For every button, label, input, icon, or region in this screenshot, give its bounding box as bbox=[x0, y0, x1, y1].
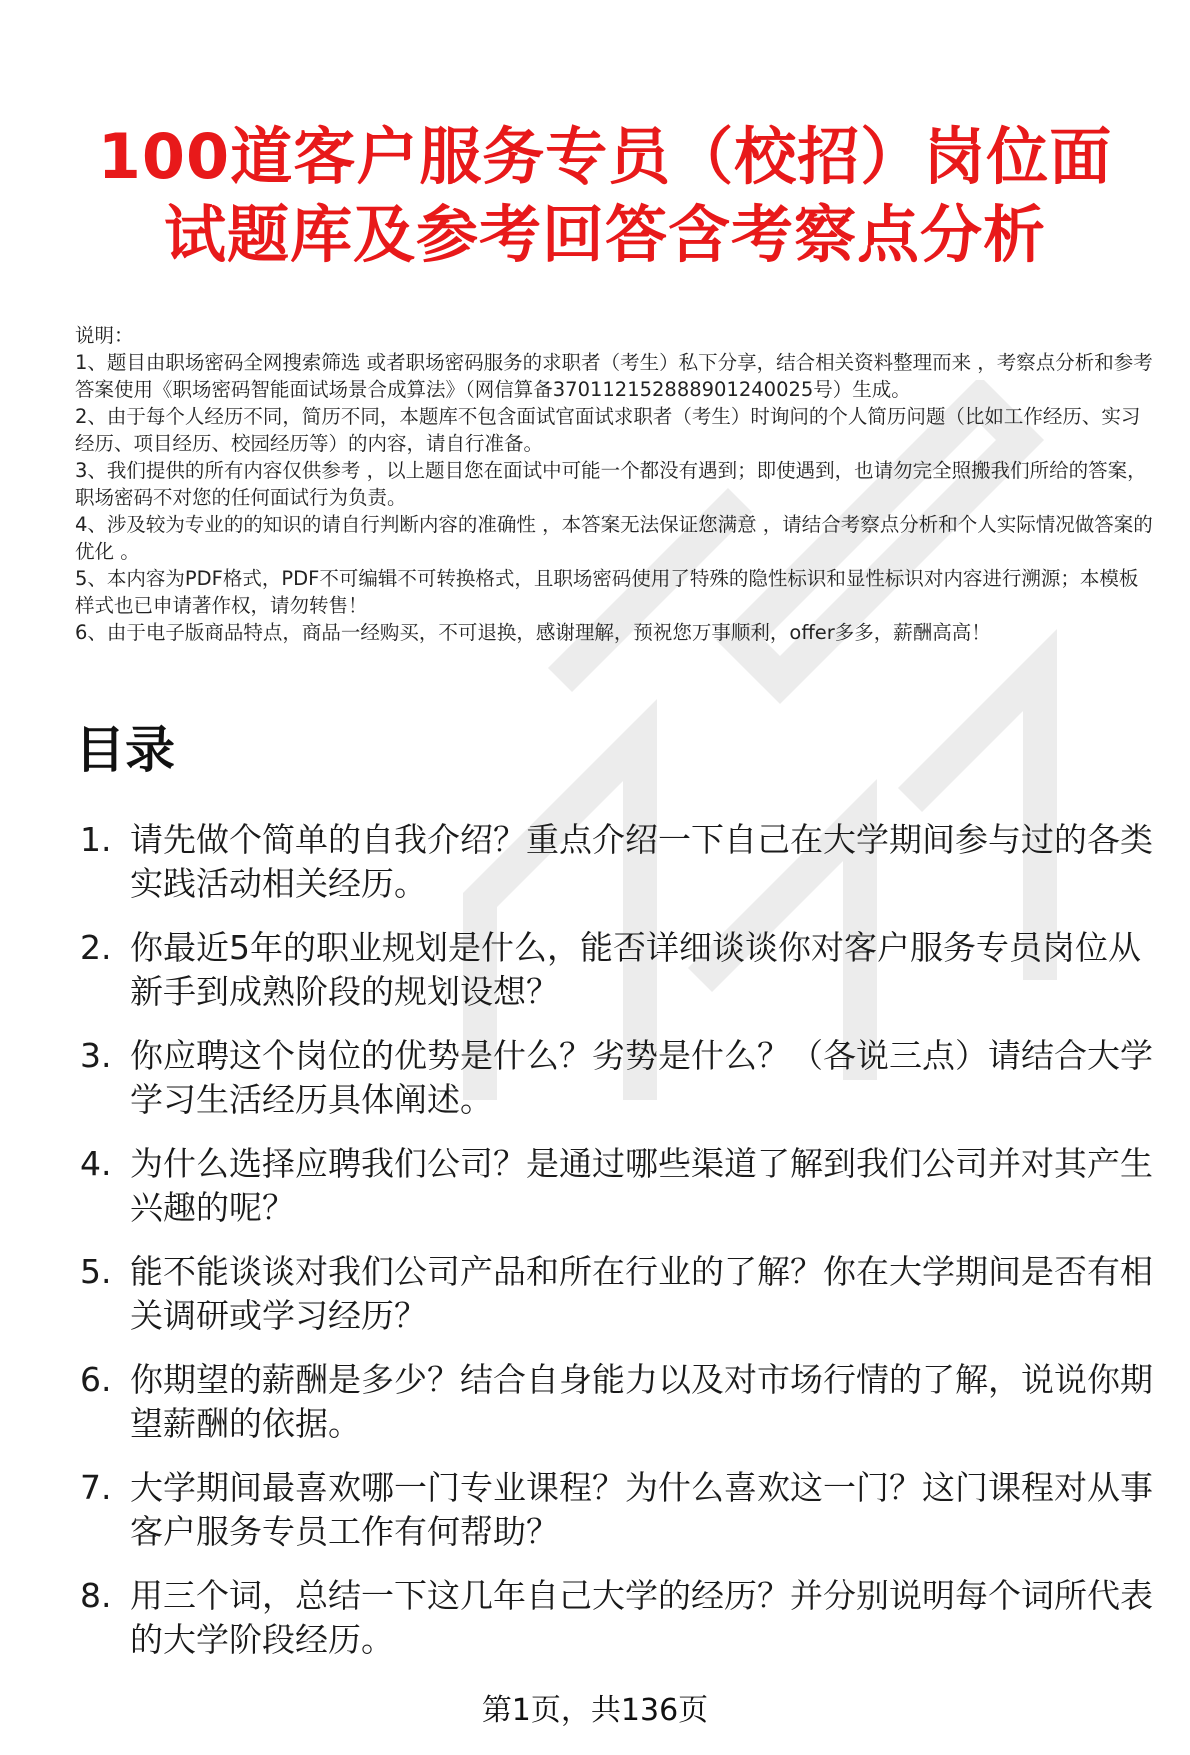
toc-item-text: 你期望的薪酬是多少？结合自身能力以及对市场行情的了解，说说你期望薪酬的依据。 bbox=[130, 1360, 1153, 1443]
note-item: 3、我们提供的所有内容仅供参考 ，以上题目您在面试中可能一个都没有遇到；即使遇到，也请勿完全照搬我们所给的答案，职场密码不对您的任何面试行为负责。 bbox=[75, 459, 1147, 509]
toc-item-number: 5. bbox=[80, 1252, 112, 1291]
page-number-footer: 第1页，共136页 bbox=[481, 1693, 709, 1728]
toc-item-number: 4. bbox=[80, 1144, 112, 1183]
toc-item[interactable] bbox=[75, 1142, 1165, 1230]
toc-item[interactable] bbox=[75, 818, 1165, 906]
toc-item-text: 你最近5年的职业规划是什么，能否详细谈谈你对客户服务专员岗位从新手到成熟阶段的规划设想？ bbox=[130, 928, 1141, 1011]
toc-item-text: 你应聘这个岗位的优势是什么？劣势是什么？（各说三点）请结合大学学习生活经历具体阐述。 bbox=[130, 1036, 1153, 1119]
toc-item-text: 大学期间最喜欢哪一门专业课程？为什么喜欢这一门？这门课程对从事客户服务专员工作有何帮助？ bbox=[130, 1468, 1153, 1551]
instructions-block bbox=[75, 322, 1155, 646]
toc-item-number: 6. bbox=[80, 1360, 112, 1399]
toc-item[interactable] bbox=[75, 926, 1165, 1014]
title-line-1: 100道客户服务专员（校招）岗位面 bbox=[97, 120, 1113, 193]
note-item: 4、涉及较为专业的的知识的请自行判断内容的准确性 ，本答案无法保证您满意 ，请结合考察点分析和个人实际情况做答案的优化 。 bbox=[75, 513, 1153, 563]
toc-item[interactable] bbox=[75, 1358, 1165, 1446]
toc-item[interactable] bbox=[75, 1466, 1165, 1554]
toc-heading: 目录 bbox=[75, 721, 175, 779]
toc-item-number: 2. bbox=[80, 928, 112, 967]
toc-item[interactable] bbox=[75, 1034, 1165, 1122]
toc-item[interactable] bbox=[75, 1574, 1165, 1662]
toc-item[interactable] bbox=[75, 1250, 1165, 1338]
toc-item-number: 3. bbox=[80, 1036, 112, 1075]
note-item: 5、本内容为PDF格式，PDF不可编辑不可转换格式，且职场密码使用了特殊的隐性标识和显性标识对内容进行溯源；本模板样式也已申请著作权，请勿转售！ bbox=[75, 567, 1139, 617]
toc-item-text: 能不能谈谈对我们公司产品和所在行业的了解？你在大学期间是否有相关调研或学习经历？ bbox=[130, 1252, 1153, 1335]
notes-heading: 说明： bbox=[75, 324, 134, 347]
note-item: 2、由于每个人经历不同，简历不同，本题库不包含面试官面试求职者（考生）时询问的个人简历问题（比如工作经历、实习经历、项目经历、校园经历等）的内容，请自行准备。 bbox=[75, 405, 1141, 455]
title-line-2: 试题库及参考回答含考察点分析 bbox=[163, 198, 1046, 271]
note-item: 1、题目由职场密码全网搜索筛选 或者职场密码服务的求职者（考生）私下分享，结合相关资料整理而来 ，考察点分析和参考答案使用《职场密码智能面试场景合成算法》（网信算备370112152888901240025号）生成。 bbox=[75, 351, 1153, 401]
note-item: 6、由于电子版商品特点，商品一经购买，不可退换，感谢理解，预祝您万事顺利，offer多多，薪酬高高！ bbox=[75, 621, 991, 644]
toc-item-text: 为什么选择应聘我们公司？是通过哪些渠道了解到我们公司并对其产生兴趣的呢？ bbox=[130, 1144, 1153, 1227]
toc-list bbox=[75, 818, 1165, 1682]
toc-item-number: 8. bbox=[80, 1576, 112, 1615]
toc-item-text: 用三个词，总结一下这几年自己大学的经历？并分别说明每个词所代表的大学阶段经历。 bbox=[130, 1576, 1153, 1659]
document-title bbox=[60, 118, 1150, 274]
toc-item-number: 7. bbox=[80, 1468, 112, 1507]
toc-item-text: 请先做个简单的自我介绍？重点介绍一下自己在大学期间参与过的各类实践活动相关经历。 bbox=[130, 820, 1153, 903]
toc-item-number: 1. bbox=[80, 820, 112, 859]
